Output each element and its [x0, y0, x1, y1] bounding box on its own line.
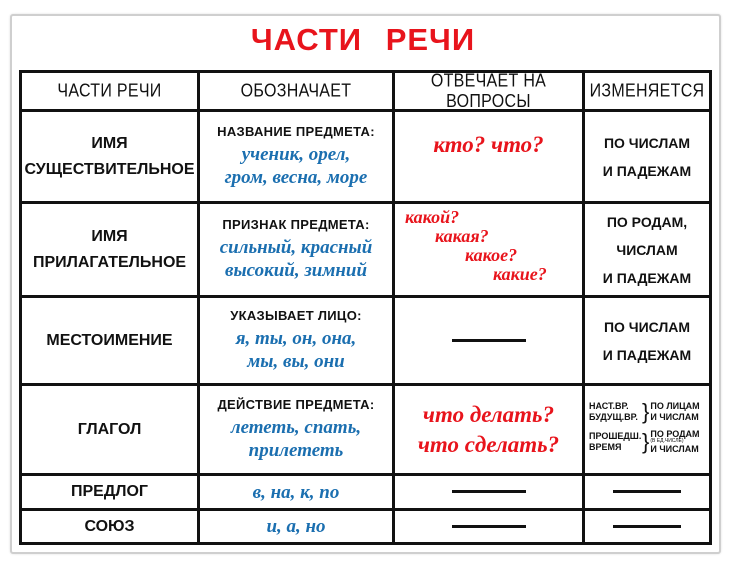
brace-icon: } [642, 428, 650, 454]
tense-label: ПРОШЕДШ. ВРЕМЯ [589, 430, 642, 452]
row-pronoun [21, 297, 711, 385]
changes-text: ПО ЧИСЛАМ И ПАДЕЖАМ [602, 318, 692, 363]
part-cell [21, 297, 199, 385]
meaning-title: ПРИЗНАК ПРЕДМЕТА: [222, 217, 370, 232]
meaning-cell [199, 297, 394, 385]
part-cell [21, 385, 199, 475]
no-questions-dash [452, 490, 526, 493]
question: какой? [405, 207, 460, 227]
meaning-cell [199, 510, 394, 544]
no-questions-dash [452, 339, 526, 342]
changes-text: ПО ЧИСЛАМ И ПАДЕЖАМ [602, 134, 692, 179]
change-by-line: И ЧИСЛАМ [650, 444, 699, 454]
header-changes: ИЗМЕНЯЕТСЯ [584, 69, 711, 114]
part-name: ГЛАГОЛ [77, 420, 142, 438]
changes-cell [584, 385, 711, 475]
question: какие? [493, 264, 547, 284]
questions-cell [394, 297, 584, 385]
meaning-title: УКАЗЫВАЕТ ЛИЦО: [230, 308, 362, 323]
meaning-cell [199, 111, 394, 203]
change-by-line: ПО РОДАМ [650, 429, 700, 439]
examples: в, на, к, по [252, 481, 340, 503]
meaning-title: ДЕЙСТВИЕ ПРЕДМЕТА: [217, 397, 375, 412]
tense-label: НАСТ.ВР. БУДУЩ.ВР. [589, 401, 638, 422]
no-changes-dash [613, 525, 681, 528]
part-name: ПРЕДЛОГ [71, 483, 148, 500]
examples: сильный, красный высокий, зимний [219, 237, 373, 281]
change-by [650, 429, 699, 454]
question: какая? [435, 226, 489, 246]
changes-cell [584, 203, 711, 297]
changes-cell [584, 111, 711, 203]
question: что делать? [422, 401, 555, 427]
header-row [21, 72, 711, 111]
examples: лететь, спать, прилететь [230, 417, 362, 461]
examples: ученик, орел, гром, весна, море [224, 144, 368, 188]
part-cell [21, 475, 199, 510]
brace-icon: } [642, 399, 650, 424]
no-questions-dash [452, 525, 526, 528]
question: какое? [465, 245, 518, 265]
changes-text: ПО РОДАМ, ЧИСЛАМ И ПАДЕЖАМ [602, 213, 692, 286]
row-preposition [21, 475, 711, 510]
question: кто? что? [433, 132, 544, 157]
questions-cell [394, 111, 584, 203]
questions-cell [394, 203, 584, 297]
part-cell [21, 111, 199, 203]
header-parts-of-speech: ЧАСТИ РЕЧИ [21, 69, 199, 114]
row-adjective [21, 203, 711, 297]
examples: я, ты, он, она, мы, вы, они [235, 328, 357, 372]
part-name: ИМЯ ПРИЛАГАТЕЛЬНОЕ [32, 227, 187, 271]
row-conjunction [21, 510, 711, 544]
part-name: ИМЯ СУЩЕСТВИТЕЛЬНОЕ [24, 134, 195, 178]
header-questions: ОТВЕЧАЕТ НА ВОПРОСЫ [394, 69, 584, 114]
change-note: (В ЕД.ЧИСЛЕ) [650, 438, 684, 444]
header-meaning: ОБОЗНАЧАЕТ [199, 69, 394, 114]
part-name: СОЮЗ [84, 517, 135, 535]
examples: и, а, но [266, 516, 326, 537]
questions-cell [394, 510, 584, 544]
changes-cell [584, 475, 711, 510]
row-noun [21, 111, 711, 203]
changes-cell [584, 297, 711, 385]
no-changes-dash [613, 490, 681, 493]
verb-changes [585, 401, 709, 454]
row-verb [21, 385, 711, 475]
question: что сделать? [417, 431, 560, 457]
part-cell [21, 203, 199, 297]
change-by: ПО ЛИЦАМ И ЧИСЛАМ [650, 401, 700, 422]
meaning-cell [199, 203, 394, 297]
parts-of-speech-table [19, 70, 712, 545]
verb-change-past [589, 429, 709, 454]
meaning-cell [199, 475, 394, 510]
poster-title: ЧАСТИ РЕЧИ [250, 22, 476, 57]
questions-cell [394, 475, 584, 510]
meaning-title: НАЗВАНИЕ ПРЕДМЕТА: [217, 124, 375, 139]
part-name: МЕСТОИМЕНИЕ [46, 331, 173, 349]
changes-cell [584, 510, 711, 544]
questions-cell [394, 385, 584, 475]
verb-change-present-future [589, 401, 709, 423]
meaning-cell [199, 385, 394, 475]
part-cell [21, 510, 199, 544]
